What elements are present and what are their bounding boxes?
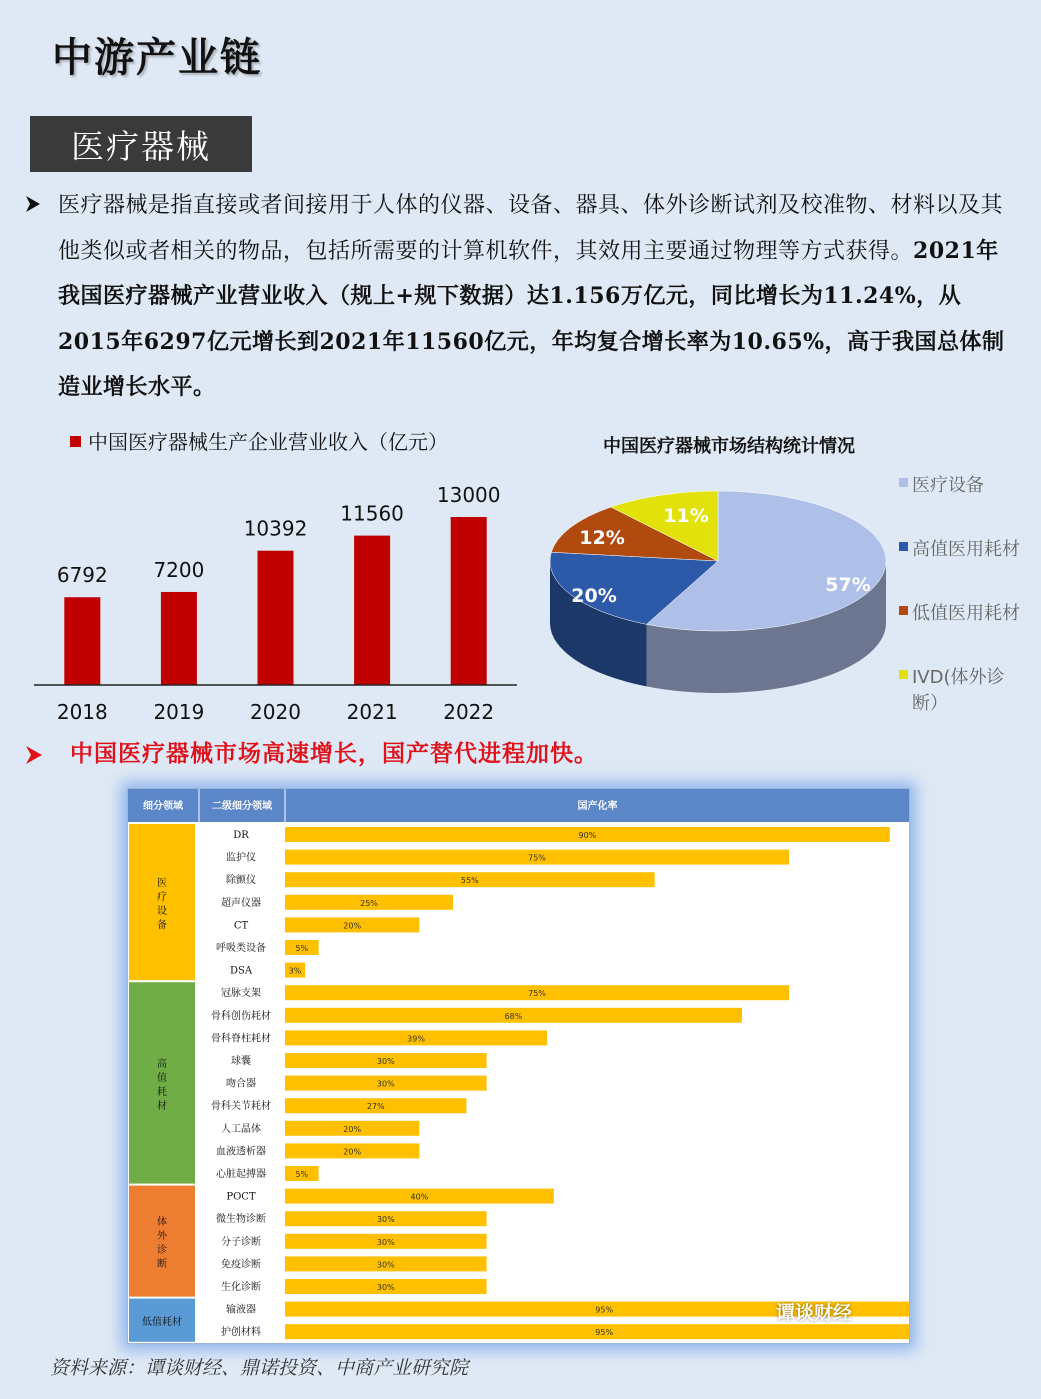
page-title: 中游产业链 (52, 34, 262, 81)
bar-value-label: 13000 (436, 483, 501, 507)
row-label: 骨科创伤耗材 (211, 1010, 271, 1022)
group-label-char: 断 (157, 1259, 167, 1271)
row-label: 输液器 (226, 1304, 256, 1316)
row-label: 微生物诊断 (216, 1214, 266, 1226)
table-column-header: 细分领域 (143, 801, 183, 812)
pie-legend-label: 低值医用耗材 (912, 603, 1020, 624)
row-label: 骨科脊柱耗材 (211, 1033, 271, 1045)
x-tick-label: 2022 (443, 700, 495, 724)
pie-legend-label: 医疗设备 (912, 475, 984, 496)
pie-slice-label: 12% (579, 527, 625, 549)
rate-bar-label: 3% (288, 966, 302, 976)
bar-2022 (451, 517, 487, 685)
pie-legend-label: 断） (912, 693, 948, 714)
group-label-char: 材 (157, 1100, 167, 1112)
rate-bar-label: 39% (407, 1034, 425, 1044)
rate-bar-label: 20% (343, 1147, 362, 1157)
group-label-char: 体 (157, 1217, 167, 1229)
rate-bar-label: 27% (366, 1102, 385, 1112)
row-label: DSA (229, 965, 253, 977)
group-label-char: 备 (157, 920, 167, 932)
pie-legend-swatch (899, 670, 908, 679)
pie-legend-swatch (899, 478, 908, 487)
rate-bar-label: 20% (343, 921, 362, 931)
pie-legend-label: IVD(体外诊 (912, 667, 1005, 688)
para-run: 2021年我国医疗器械产业营业收入（规上+规下数据）达1.156万亿元，同比增长为11.24%，从2015年6297亿元增长到2021年11560亿元，年均复合增长率为10.65%，高于我国总体制造业增长水平。 (58, 237, 1005, 400)
rate-bar-label: 90% (578, 831, 597, 840)
rate-bar-label: 40% (410, 1192, 429, 1202)
revenue-bar-chart (34, 430, 517, 724)
x-tick-label: 2018 (56, 700, 108, 724)
row-label: 超声仪器 (221, 897, 261, 909)
table-column-header: 国产化率 (577, 801, 618, 812)
pie-legend-label: 高值医用耗材 (912, 539, 1020, 560)
row-label: 骨科关节耗材 (211, 1101, 271, 1113)
highlight-line: 中国医疗器械市场高速增长，国产替代进程加快。 (70, 740, 598, 767)
row-label: POCT (226, 1191, 256, 1203)
rate-bar-label: 55% (460, 876, 479, 886)
group-label-char: 高 (157, 1058, 167, 1070)
row-label: 吻合器 (226, 1078, 256, 1090)
x-tick-label: 2020 (250, 700, 301, 724)
rate-bar-label: 30% (376, 1260, 395, 1270)
bar-value-label: 6792 (56, 563, 108, 588)
group-label-char: 医 (157, 878, 167, 890)
row-label: 冠脉支架 (221, 988, 261, 1000)
localization-rate-table (127, 788, 910, 1344)
rate-bar-label: 95% (595, 1305, 614, 1315)
rate-bar-label: 30% (376, 1057, 395, 1066)
rate-bar-label: 25% (360, 898, 378, 908)
row-label: 人工晶体 (221, 1123, 261, 1135)
pie-legend-swatch (899, 542, 908, 551)
group-label-char: 外 (157, 1231, 167, 1243)
row-label: 血液透析器 (216, 1146, 266, 1158)
row-label: CT (233, 920, 249, 932)
pie-slice-label: 20% (571, 585, 617, 607)
x-tick-label: 2019 (153, 700, 205, 724)
group-label-char: 疗 (157, 892, 167, 904)
group-label-char: 诊 (157, 1245, 167, 1257)
rate-bar-label: 30% (376, 1237, 395, 1247)
rate-bar-label: 30% (376, 1215, 395, 1225)
bar-legend-swatch (70, 436, 81, 447)
bar-chart-title: 中国医疗器械生产企业营业收入（亿元） (88, 430, 448, 454)
row-label: 分子诊断 (221, 1236, 261, 1248)
source-note: 资料来源：谭谈财经、鼎诺投资、中商产业研究院 (50, 1357, 469, 1379)
row-label: 心脏起搏器 (216, 1169, 266, 1180)
bar-value-label: 10392 (243, 516, 308, 541)
bar-2018 (64, 597, 100, 685)
market-structure-pie-chart (550, 435, 1020, 714)
rate-bar-label: 75% (528, 853, 546, 863)
rate-bar-label: 75% (528, 989, 546, 999)
x-tick-label: 2021 (346, 700, 398, 724)
rate-bar-label: 20% (343, 1124, 362, 1134)
pie-chart-title: 中国医疗器械市场结构统计情况 (603, 436, 855, 457)
rate-bar-label: 95% (595, 1328, 614, 1338)
section-tag: 医疗器械 (30, 116, 252, 172)
group-label: 低值耗材 (142, 1317, 182, 1329)
rate-bar-label: 68% (504, 1011, 523, 1021)
bar-value-label: 7200 (153, 557, 205, 582)
rate-bar-label: 5% (295, 944, 309, 953)
rate-bar-label: 30% (376, 1079, 395, 1089)
watermark: 谭谈财经 (776, 1302, 853, 1324)
bar-2021 (354, 536, 390, 685)
para-run: 医疗器械是指直接或者间接用于人体的仪器、设备、器具、体外诊断试剂及校准物、材料以及其他类似或者相关的物品，包括所需要的计算机软件，其效用主要通过物理等方式获得。 (58, 193, 1004, 264)
pie-slice-label: 57% (825, 574, 871, 596)
rate-bar-label: 5% (295, 1170, 309, 1179)
rate-bar-label: 30% (376, 1283, 395, 1292)
row-label: 呼吸类设备 (216, 943, 266, 954)
bar-2019 (161, 592, 197, 685)
row-label: 护创材料 (221, 1327, 261, 1339)
pie-legend-swatch (899, 606, 908, 615)
row-label: 球囊 (231, 1056, 251, 1067)
bar-value-label: 11560 (340, 501, 404, 526)
red-arrow-icon (24, 744, 44, 766)
group-label-char: 耗 (157, 1086, 167, 1098)
table-column-header: 二级细分领域 (212, 801, 272, 812)
pie-slice-label: 11% (663, 505, 709, 527)
bar-2020 (258, 551, 294, 685)
row-label: 免疫诊断 (221, 1259, 261, 1271)
row-label: 除颤仪 (226, 875, 256, 887)
localization-rate-chart (127, 788, 910, 1344)
row-label: DR (233, 830, 249, 841)
row-label: 监护仪 (226, 852, 256, 864)
group-label-char: 设 (157, 906, 167, 918)
group-label-char: 值 (157, 1072, 167, 1084)
row-label: 生化诊断 (221, 1282, 261, 1293)
